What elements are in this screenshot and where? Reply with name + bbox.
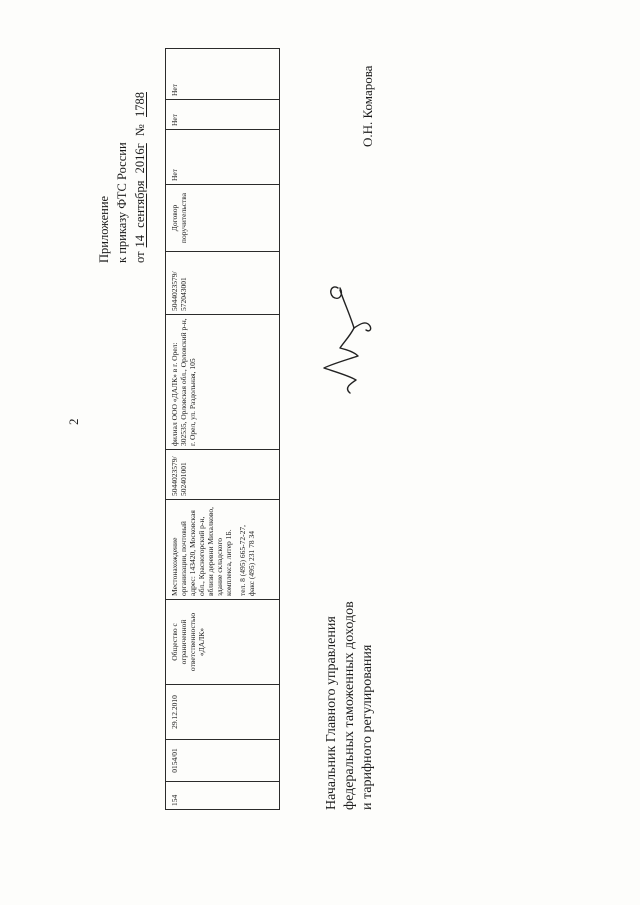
organization-address: Местонахождение организации, почтовый адрес: 143420, Московская обл., Красногорский р-н, вблизи деревни Михалково, здание складского комплекса, литер 1Б. <box>170 507 233 596</box>
table-cell-row-number <box>166 782 279 809</box>
order-date: 14 сентября 2016г <box>133 143 147 248</box>
table-cell-date <box>166 685 279 740</box>
kpp: 502401001 <box>179 462 188 496</box>
signatory-name: О.Н. Комарова <box>360 65 375 147</box>
appendix-date-line <box>131 88 149 263</box>
table-cell-branch <box>166 315 279 450</box>
organization-fax: факс (495) 231 78 34 <box>247 531 256 596</box>
table-cell-location <box>166 500 279 600</box>
row-number: 154 <box>170 794 179 806</box>
table-cell-flag-3 <box>166 49 279 100</box>
position-line: федеральных таможенных доходов <box>342 601 357 810</box>
organization-phone: тел. 8 (495) 665-72-27, <box>238 525 247 596</box>
security-type: Договор поручительства <box>170 192 188 244</box>
table-cell-branch-inn-kpp <box>166 252 279 315</box>
number-sign: № <box>133 124 147 137</box>
flag-value: Нет <box>170 83 179 96</box>
page-number: 2 <box>66 418 81 425</box>
table-cell-organization <box>166 600 279 685</box>
handwritten-signature <box>310 280 380 400</box>
appendix-header <box>95 88 149 263</box>
flag-value: Нет <box>170 113 179 126</box>
table-cell-inn-kpp <box>166 450 279 500</box>
branch-address: филиал ООО «ДАЛК» в г. Орел: 302535, Орловская обл., Орловский р-н, г. Орел, ул. Раздольная, 105 <box>170 318 197 446</box>
table-cell-flag-1 <box>166 130 279 185</box>
table-cell-flag-2 <box>166 100 279 130</box>
order-number: 1788 <box>133 92 147 118</box>
position-line: и тарифного регулирования <box>360 644 375 810</box>
registration-number: 0154/01 <box>170 748 179 773</box>
branch-inn: 5044023579/ <box>170 271 179 311</box>
registration-date: 29.12.2010 <box>170 695 179 729</box>
table-cell-registration-number <box>166 740 279 782</box>
date-prefix: от <box>133 251 147 263</box>
branch-kpp: 572043001 <box>179 277 188 311</box>
signatory-position <box>323 601 377 810</box>
organization-name: Общество с ограниченной ответственностью «ДАЛК» <box>170 612 206 672</box>
appendix-order-ref: к приказу ФТС России <box>115 142 129 263</box>
appendix-title: Приложение <box>97 195 111 263</box>
inn: 5044023579/ <box>170 456 179 496</box>
position-line: Начальник Главного управления <box>324 616 339 810</box>
table-cell-security <box>166 185 279 252</box>
registry-table <box>165 48 280 810</box>
flag-value: Нет <box>170 168 179 181</box>
